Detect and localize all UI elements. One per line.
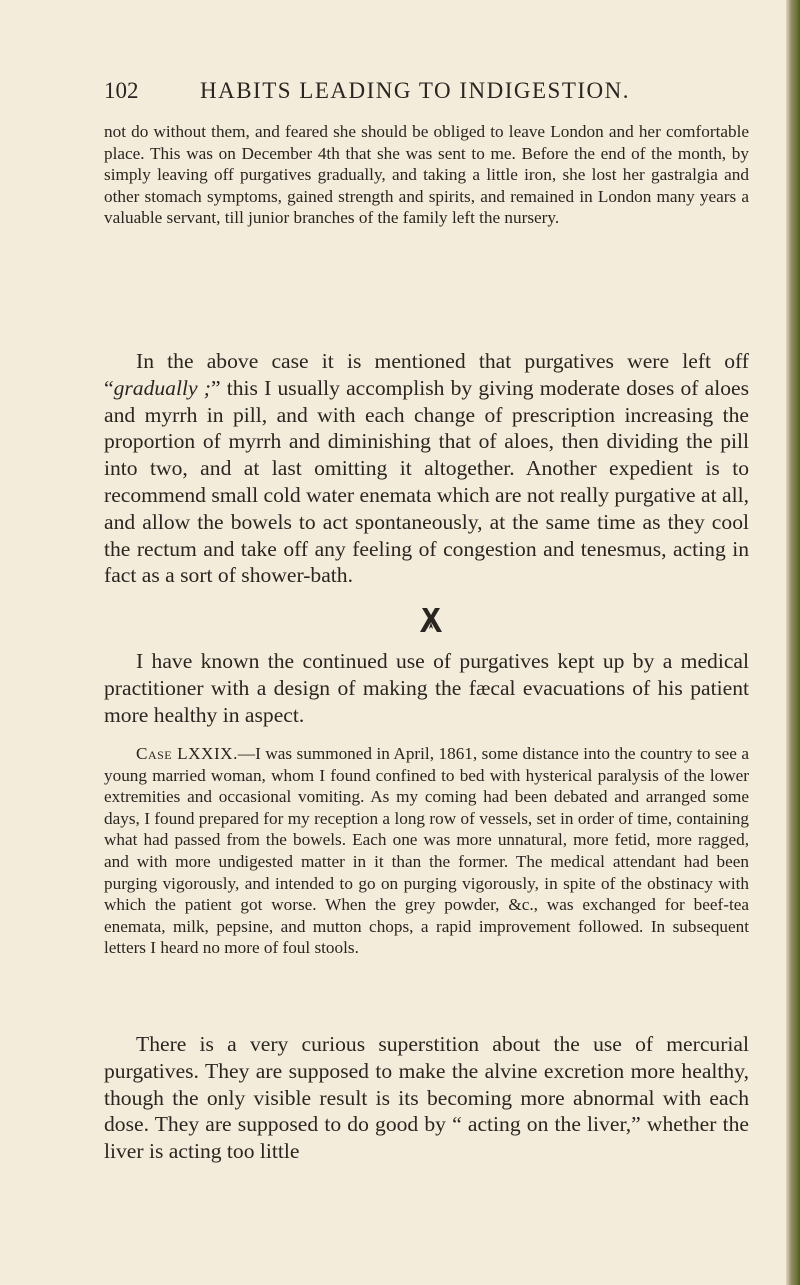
page-edge	[786, 0, 800, 1285]
paragraph-text: In the above case it is mentioned that purgatives were left off “	[104, 349, 749, 400]
paragraph-practitioner: I have known the continued use of purgatives kept up by a medical practitioner with a design of making the fæcal evacuations of his patient more healthy in aspect.	[104, 649, 749, 727]
emphasis-gradually: gradually ;	[113, 375, 211, 400]
page-header	[104, 78, 749, 108]
paragraph-case-lxxix	[104, 743, 749, 959]
paragraph-text: ” this I usually accomplish by giving moderate doses of aloes and myrrh in pill, and with each change of prescription increasing the proportion of myrrh and diminishing that of aloes, then dividing the pill into two, and at last omitting it altogether. Another expedient is to recommend small cold water enemata which are not really purgative at all, and allow the bowels to act spontaneously, at the same time as they cool the rectum and take off any feeling of congestion and tenesmus, acting in fact as a sort of shower-bath.	[104, 375, 749, 588]
running-head: HABITS LEADING TO INDIGESTION.	[200, 78, 631, 103]
paragraph-mercurial-superstition: There is a very curious superstition about the use of mercurial purgatives. They are supposed to make the alvine excretion more healthy, though the only visible result is its becoming more abnormal with each dose. They are supposed to do good by “ acting on the liver,” whether the liver is acting too little	[104, 1032, 749, 1164]
page-number: 102	[104, 78, 139, 103]
paragraph-case-end: not do without them, and feared she should be obliged to leave London and her comfortable place. This was on December 4th that she was sent to me. Before the end of the month, by simply leaving off purgatives gradually, and taking a little iron, she lost her gastralgia and other stomach symptoms, gained strength and spirits, and remained in London many years a valuable servant, till junior branches of the family left the nursery.	[104, 122, 749, 228]
fleuron-icon	[418, 605, 444, 635]
paragraph-text: —I was summoned in April, 1861, some distance into the country to see a young married woman, whom I found confined to bed with hysterical paralysis of the lower extremities and occasional vomiting. As my coming had been debated and arranged some days, I found prepared for my reception a long row of vessels, set in order of time, containing what had passed from the bowels. Each one was more unnatural, more fetid, more ragged, and with more undigested matter in it than the former. The medical attendant had been purging vigorously, and intended to go on purging vigorously, in spite of the obstinacy with which the patient got worse. When the grey powder, &c., was exchanged for beef-tea enemata, milk, pepsine, and mutton chops, a rapid improvement followed. In subsequent letters I heard no more of foul stools.	[104, 744, 750, 958]
paragraph-purgatives-left-off	[104, 348, 749, 589]
case-label: Case LXXIX.	[136, 744, 238, 763]
